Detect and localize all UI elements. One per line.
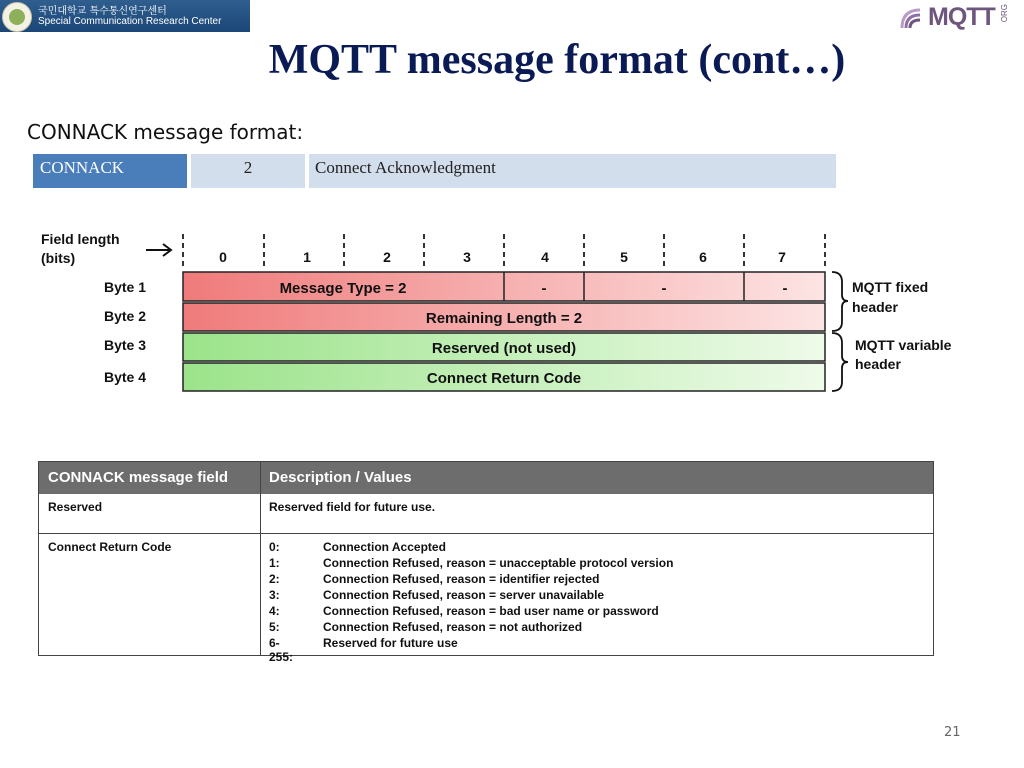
connack-name-cell: CONNACK [33, 154, 187, 188]
bit-dividers [183, 234, 825, 270]
mqtt-logo-icon [900, 6, 928, 30]
table-row-description: Reserved field for future use. [269, 500, 436, 514]
fixed-header-label: MQTT fixed [852, 279, 929, 295]
connack-field-table: CONNACK message field Description / Values Reserved Reserved field for future use. Connect Return Code 0: Connection Accepted 1: Connection Refused, reason = unacceptable protocol version 2: Connection Refused, reason = identifier rejected 3: Connection Refused, reason = server unavailable 4: Connection Refused, reason = bad user name or password 5: Connection Refused, reason = not authorized 6-255: Reserved for future use [38, 461, 934, 656]
mqtt-logo [900, 2, 1020, 34]
fixed-header-brace [832, 272, 848, 331]
reserved-not-used-field: Reserved (not used) [431, 340, 577, 357]
connack-bit-diagram [0, 220, 1024, 400]
column-divider [260, 462, 261, 655]
page-number: 21 [944, 725, 961, 740]
column-header-description: Description / Values [269, 469, 412, 486]
bit-number: 7 [778, 249, 786, 265]
bit-number: 0 [219, 249, 227, 265]
table-row-field: Reserved [48, 500, 103, 514]
university-seal-icon [2, 2, 32, 32]
bit-number: 3 [463, 249, 471, 265]
message-type-field: Message Type = 2 [279, 280, 407, 297]
reserved-bit-field: - [541, 280, 547, 297]
variable-header-brace [832, 333, 848, 391]
reserved-bit-field: - [661, 280, 667, 297]
slide-subtitle: CONNACK message format: [27, 120, 304, 144]
variable-header-label: MQTT variable [855, 337, 952, 353]
remaining-length-field: Remaining Length = 2 [425, 310, 583, 327]
connack-description-cell: Connect Acknowledgment [309, 154, 836, 188]
bit-number: 1 [303, 249, 311, 265]
field-length-label: Field length [41, 231, 120, 247]
bit-number: 6 [699, 249, 707, 265]
column-header-field: CONNACK message field [48, 469, 229, 486]
byte-2-row [183, 303, 825, 331]
university-banner [0, 0, 250, 32]
byte-1-row [183, 272, 825, 301]
banner-english-text: Special Communication Research Center [38, 16, 222, 27]
byte-label: Byte 2 [104, 308, 147, 324]
mqtt-logo-text: MQTT [928, 3, 995, 31]
byte-label: Byte 1 [104, 279, 147, 295]
byte-label: Byte 3 [104, 337, 147, 353]
byte-label: Byte 4 [104, 369, 147, 385]
table-header [39, 462, 933, 494]
banner-korean-text: 국민대학교 특수통신연구센터 [38, 6, 167, 17]
mqtt-logo-org: ORG [1000, 4, 1009, 23]
row-divider [39, 533, 933, 534]
slide-title: MQTT message format (cont…) [268, 37, 846, 83]
variable-header-label: header [855, 356, 901, 372]
connack-summary-row [33, 154, 836, 188]
field-length-unit: (bits) [41, 250, 76, 266]
connect-return-code-field: Connect Return Code [426, 370, 582, 387]
bit-number: 5 [620, 249, 628, 265]
table-row-field: Connect Return Code [48, 540, 172, 554]
byte-3-row [183, 333, 825, 361]
bit-number: 2 [383, 249, 391, 265]
reserved-bit-field: - [782, 280, 788, 297]
connack-value-cell: 2 [191, 154, 305, 188]
arrow-right-icon [146, 244, 171, 256]
byte-4-row [183, 363, 825, 391]
fixed-header-label: header [852, 299, 898, 315]
bit-number: 4 [541, 249, 549, 265]
